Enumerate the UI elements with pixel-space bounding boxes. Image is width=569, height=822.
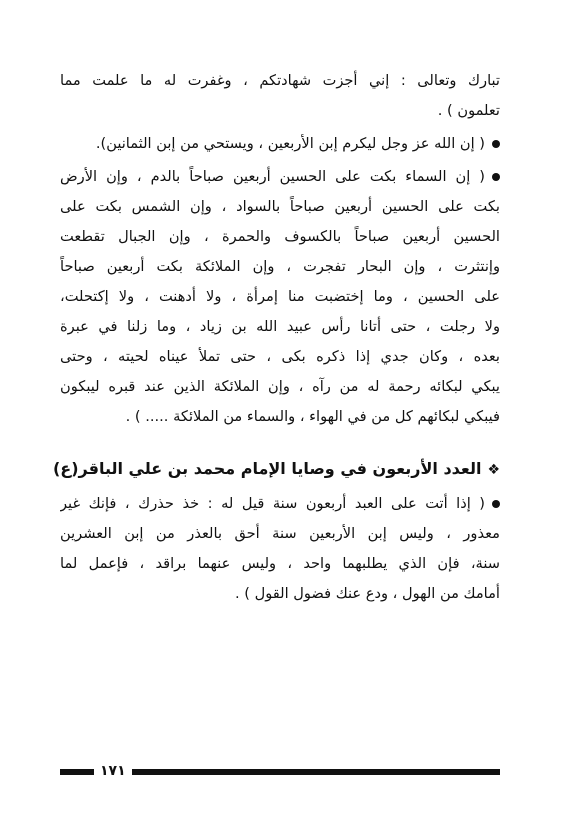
text-line: معذور ، وليس إبن الأربعين سنة أحق بالعذر من إبن العشرين	[60, 525, 500, 542]
text-line: أمامك من الهول ، ودع عنك فضول القول ) .	[235, 585, 500, 602]
bullet-item-hadith-forty	[60, 129, 500, 159]
text-line: سنة، فإن الذي يطلبهما واحد ، وليس عنهما براقد ، فإعمل لما	[60, 555, 500, 572]
text-line: تعلمون ) .	[437, 102, 500, 119]
text-line	[60, 162, 500, 192]
bullet-icon	[492, 173, 500, 181]
text-span: ( إن السماء بكت على الحسين أربعين صباحاً بالدم ، وإن الأرض	[60, 168, 485, 185]
text-span: ( إن الله عز وجل ليكرم إبن الأربعين ، ويستحي من إبن الثمانين).	[95, 135, 485, 152]
text-line: وإنتثرت ، وإن البحار تفجرت ، وإن الملائكة بكت أربعين صباحاً	[60, 258, 500, 275]
page-footer	[60, 764, 500, 780]
text-span: ( إذا أتت على العبد أربعون سنة قيل له : خذ حذرك ، فإنك غير	[60, 495, 485, 512]
text-line: الحسين أربعين صباحاً بالكسوف والحمرة ، وإن الجبال تقطعت	[60, 228, 500, 245]
text-line	[60, 489, 500, 519]
bullet-item-hadith-husayn	[60, 162, 500, 432]
text-line: تبارك وتعالى : إني أجزت شهادتكم ، وغفرت له ما علمت مما	[60, 72, 500, 89]
text-line: بعده ، وكان جدي إذا ذكره بكى ، حتى تملأ عيناه لحيته ، وحتى	[60, 348, 500, 365]
diamond-ornament-icon: ❖	[487, 462, 500, 478]
section-heading-text: العدد الأربعون في وصايا الإمام محمد بن علي الباقر(ع)	[52, 459, 482, 478]
text-line: بكت على الحسين أربعين صباحاً بالسواد ، وإن الشمس بكت على	[60, 198, 500, 215]
bullet-item-hadith-baqir	[60, 489, 500, 609]
page-content	[52, 66, 500, 612]
footer-rule-short	[60, 769, 94, 775]
paragraph-continuation	[60, 66, 500, 126]
text-line: على الحسين ، وما إختضبت منا إمرأة ، ولا أدهنت ، ولا إكتحلت،	[60, 288, 500, 305]
bullet-icon	[492, 140, 500, 148]
footer-rule-long	[132, 769, 500, 775]
text-line: فيبكي لبكائهم كل من في الهواء ، والسماء من الملائكة ..... ) .	[125, 408, 500, 425]
text-line: يبكي لبكائه رحمة له من رآه ، وإن الملائكة الذين عند قبره ليبكون	[60, 378, 500, 395]
bullet-icon	[492, 500, 500, 508]
section-heading	[52, 454, 500, 485]
page-number: ١٧١	[100, 763, 126, 779]
text-line	[60, 129, 500, 159]
text-line: ولا رجلت ، حتى أتانا رأس عبيد الله بن زياد ، وما زلنا في عبرة	[60, 318, 500, 335]
